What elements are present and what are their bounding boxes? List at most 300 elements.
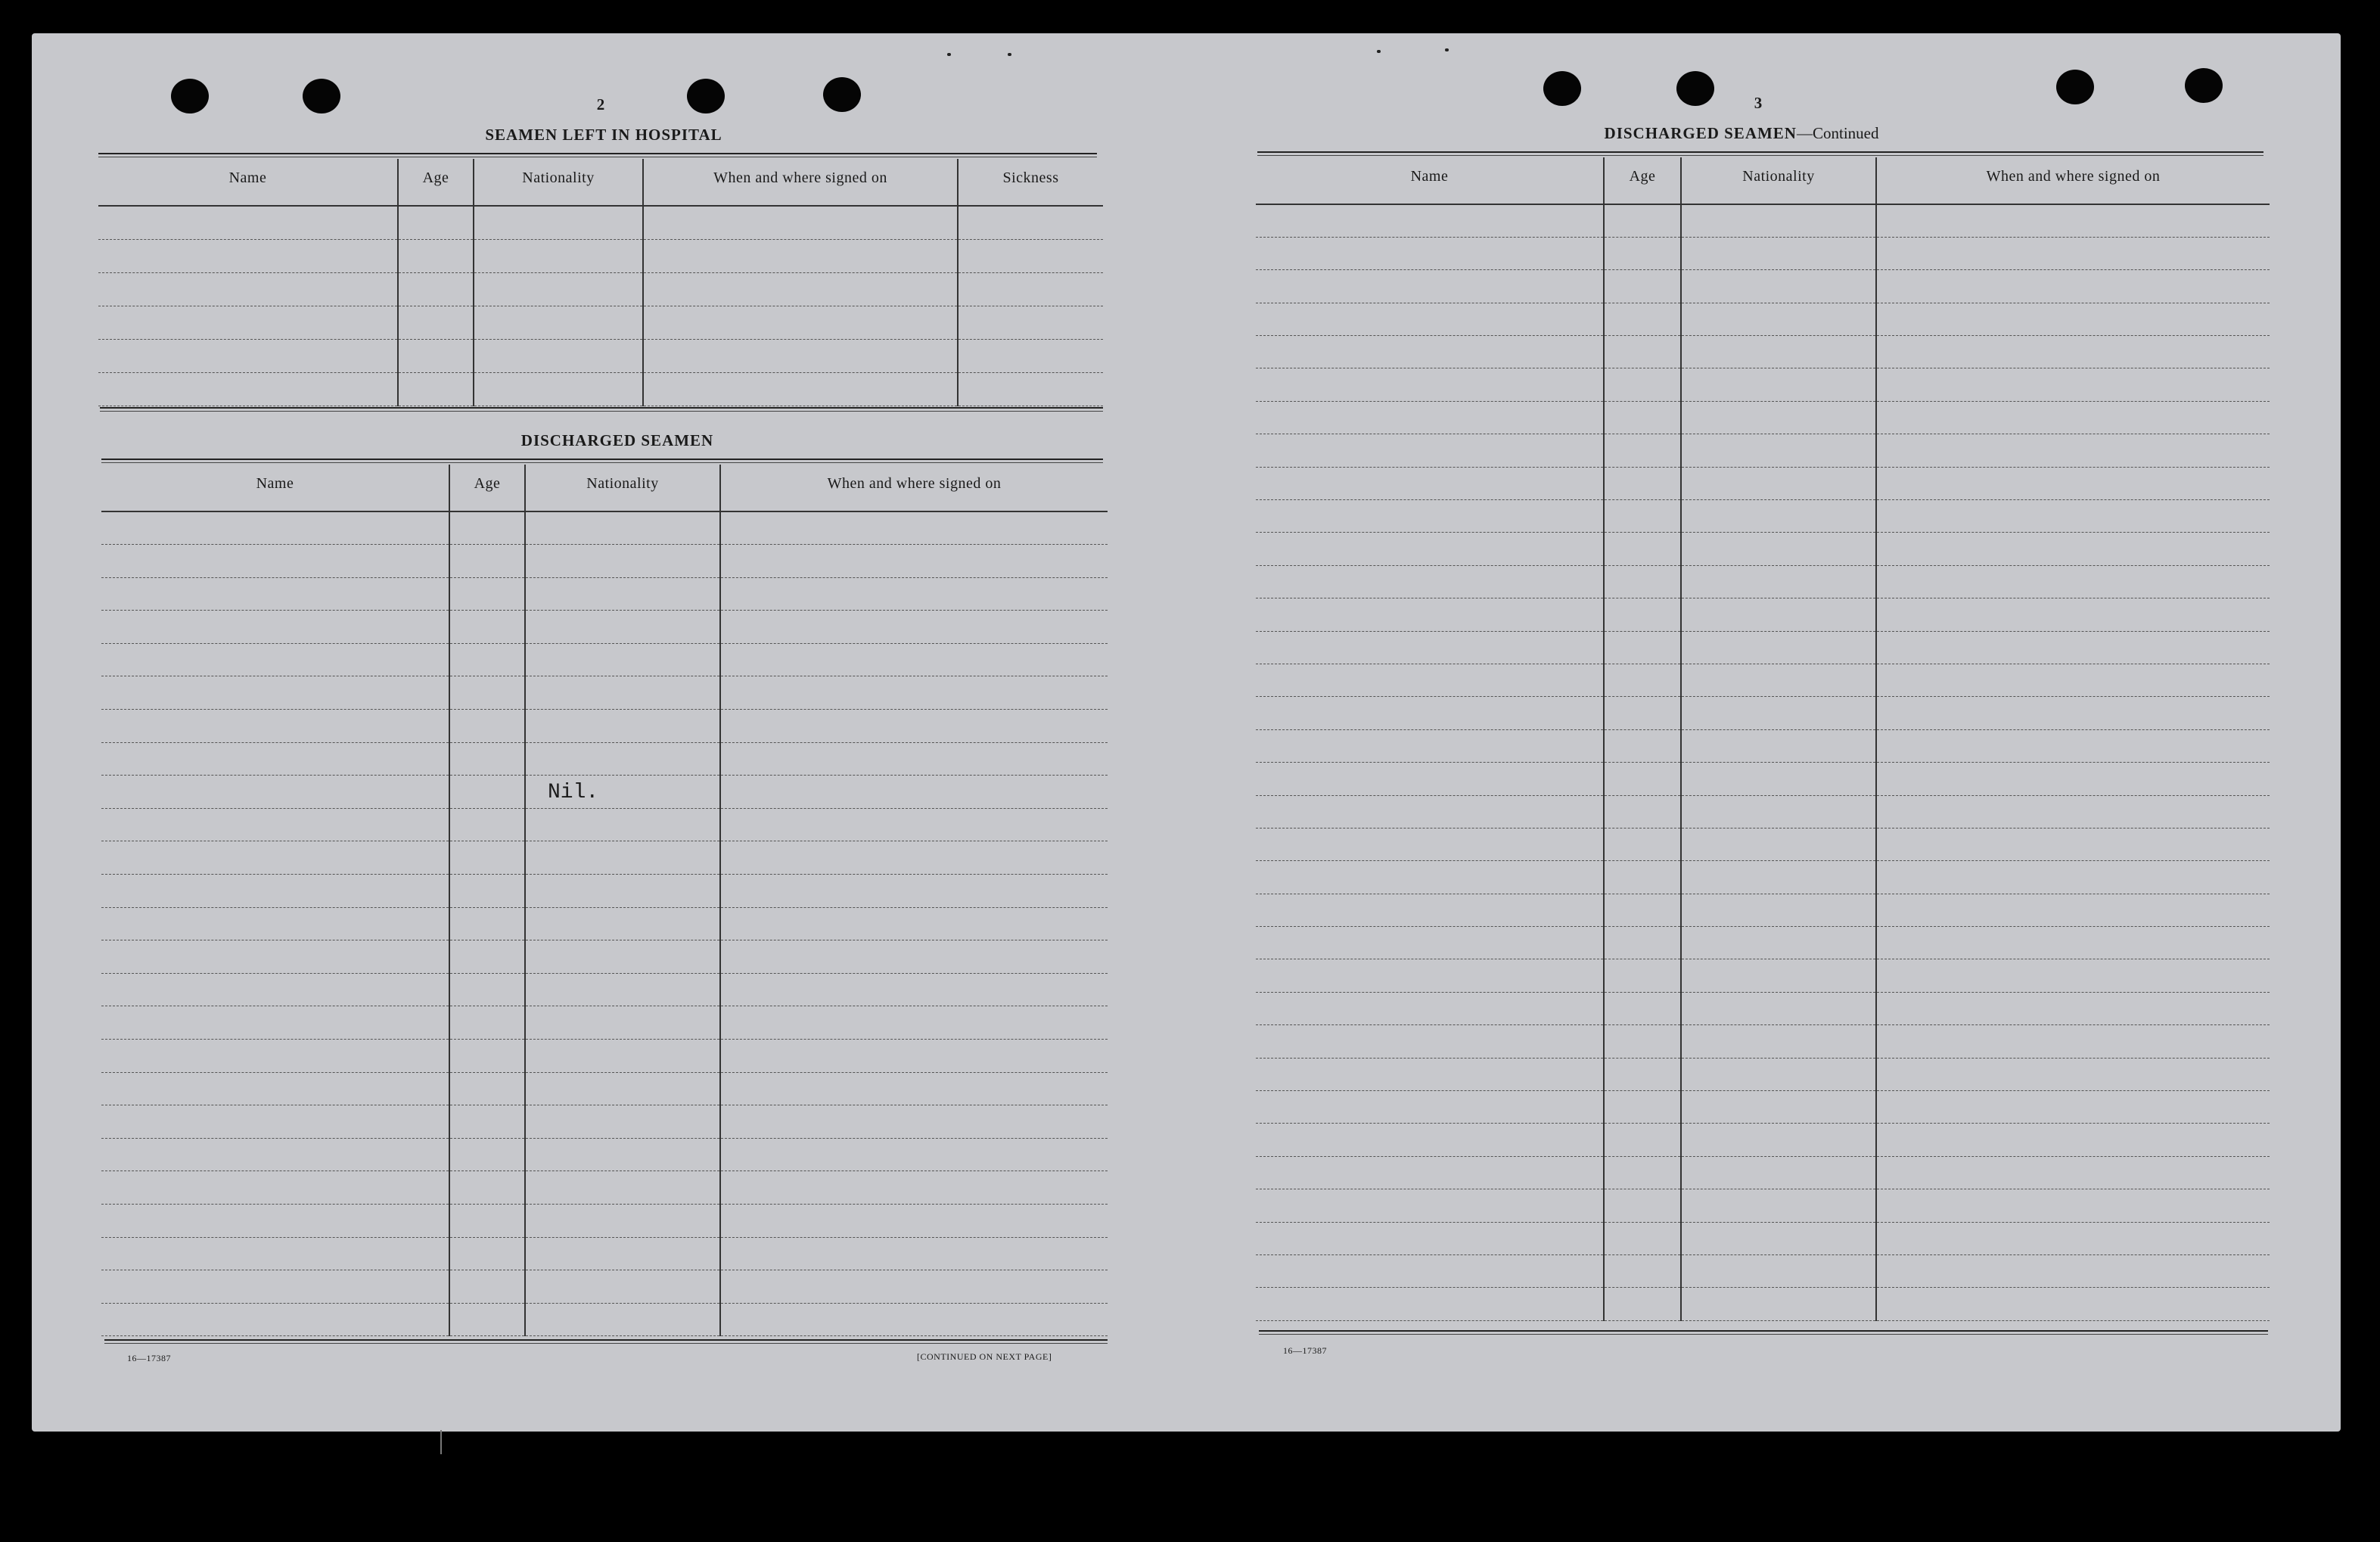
ledger-cell	[398, 339, 474, 372]
ledger-row	[1256, 1025, 2270, 1058]
ledger-cell	[1681, 697, 1876, 729]
ledger-cell	[101, 676, 449, 710]
ledger-cell	[1256, 664, 1604, 696]
hospital-title-rule	[98, 153, 1097, 157]
ledger-paper	[32, 33, 2341, 1432]
ledger-cell	[1604, 500, 1681, 533]
ledger-row	[98, 272, 1103, 306]
ledger-cell	[720, 907, 1108, 940]
ledger-cell	[101, 1072, 449, 1105]
ledger-row	[1256, 1091, 2270, 1124]
ledger-cell	[398, 272, 474, 306]
ledger-cell	[1604, 729, 1681, 762]
ledger-cell	[1256, 1222, 1604, 1254]
ledger-cell	[1876, 1025, 2270, 1058]
ledger-cell	[1604, 598, 1681, 631]
ledger-row	[101, 1006, 1108, 1040]
ledger-row	[1256, 1288, 2270, 1320]
ledger-cell	[101, 710, 449, 743]
ledger-row	[101, 511, 1108, 545]
ledger-cell	[398, 306, 474, 339]
ledger-cell	[525, 1270, 720, 1304]
ledger-cell	[720, 742, 1108, 776]
ledger-cell	[525, 940, 720, 974]
ledger-cell	[720, 577, 1108, 611]
ledger-cell	[525, 808, 720, 841]
ledger-row	[101, 1171, 1108, 1205]
discharged-col-name: Name	[101, 465, 449, 511]
continued-note: [CONTINUED ON NEXT PAGE]	[917, 1351, 1052, 1362]
ledger-cell	[98, 239, 398, 272]
ledger-cell	[525, 1171, 720, 1205]
ledger-cell	[101, 1171, 449, 1205]
ledger-cell	[525, 1072, 720, 1105]
discharged-title-rule	[101, 459, 1103, 463]
ledger-row	[1256, 1124, 2270, 1156]
ledger-cell	[1681, 992, 1876, 1024]
ledger-cell	[643, 372, 958, 406]
ledger-cell	[1876, 894, 2270, 926]
ledger-cell	[1876, 1189, 2270, 1222]
ledger-row	[1256, 303, 2270, 335]
ledger-cell	[1876, 1058, 2270, 1090]
ledger-row	[1256, 959, 2270, 992]
ledger-cell	[1681, 1156, 1876, 1189]
ledger-cell	[449, 1138, 525, 1171]
ledger-cell	[1876, 303, 2270, 335]
ledger-cell	[1876, 237, 2270, 269]
ledger-cell	[449, 1171, 525, 1205]
discharged-bottom-rule	[104, 1339, 1108, 1344]
ledger-cell	[1876, 729, 2270, 762]
ledger-cell	[1681, 533, 1876, 565]
ledger-row	[1256, 401, 2270, 434]
ledger-cell	[1876, 861, 2270, 894]
ledger-cell	[1256, 368, 1604, 401]
right-col-age: Age	[1604, 157, 1681, 204]
ledger-cell	[1604, 861, 1681, 894]
ledger-cell	[101, 808, 449, 841]
scan-speck	[1445, 48, 1449, 51]
ledger-row	[98, 239, 1103, 272]
ledger-cell	[1876, 828, 2270, 860]
ledger-cell	[1256, 959, 1604, 992]
ledger-cell	[101, 643, 449, 676]
punch-hole	[823, 77, 861, 112]
ledger-cell	[1876, 1156, 2270, 1189]
ledger-cell	[1681, 828, 1876, 860]
ledger-cell	[1604, 533, 1681, 565]
ledger-row	[101, 940, 1108, 974]
ledger-cell	[449, 973, 525, 1006]
ledger-cell	[449, 1072, 525, 1105]
ledger-cell	[1604, 1222, 1681, 1254]
ledger-cell	[1256, 336, 1604, 368]
ledger-cell	[1681, 368, 1876, 401]
form-number-right: 16—17387	[1283, 1345, 1327, 1356]
ledger-cell	[101, 907, 449, 940]
ledger-cell	[101, 1138, 449, 1171]
ledger-cell	[1256, 401, 1604, 434]
ledger-cell	[1876, 1222, 2270, 1254]
ledger-cell	[525, 1040, 720, 1073]
ledger-cell	[1681, 434, 1876, 467]
ledger-cell	[449, 545, 525, 578]
ledger-cell	[1604, 1255, 1681, 1288]
ledger-row	[101, 907, 1108, 940]
ledger-cell	[449, 875, 525, 908]
punch-hole	[1543, 71, 1581, 106]
ledger-cell	[1604, 237, 1681, 269]
ledger-cell	[98, 339, 398, 372]
ledger-cell	[1681, 1058, 1876, 1090]
ledger-row	[101, 1138, 1108, 1171]
ledger-row	[101, 1105, 1108, 1139]
ledger-cell	[1256, 434, 1604, 467]
ledger-cell	[1876, 795, 2270, 828]
ledger-cell	[525, 511, 720, 545]
ledger-cell	[1876, 368, 2270, 401]
ledger-cell	[720, 1204, 1108, 1237]
ledger-cell	[1256, 828, 1604, 860]
ledger-cell	[720, 940, 1108, 974]
ledger-row	[1256, 500, 2270, 533]
ledger-cell	[1604, 565, 1681, 598]
ledger-cell	[449, 1105, 525, 1139]
ledger-cell	[1604, 1156, 1681, 1189]
discharged-table	[101, 465, 1108, 1336]
ledger-cell	[1604, 434, 1681, 467]
ledger-cell	[1256, 861, 1604, 894]
ledger-cell	[720, 611, 1108, 644]
ledger-cell	[1681, 1255, 1876, 1288]
discharged-continued-title-main: DISCHARGED SEAMEN	[1604, 124, 1797, 142]
ledger-cell	[1681, 894, 1876, 926]
ledger-row	[1256, 861, 2270, 894]
scan-speck	[1008, 53, 1011, 56]
ledger-cell	[1256, 270, 1604, 303]
hospital-col-signed-on: When and where signed on	[643, 159, 958, 206]
ledger-cell	[1256, 237, 1604, 269]
ledger-cell	[101, 875, 449, 908]
ledger-row	[1256, 763, 2270, 795]
ledger-cell	[643, 206, 958, 239]
right-col-signed-on: When and where signed on	[1876, 157, 2270, 204]
ledger-cell	[101, 511, 449, 545]
ledger-row	[1256, 270, 2270, 303]
punch-hole	[2056, 70, 2094, 104]
ledger-cell	[1604, 1189, 1681, 1222]
ledger-cell	[101, 545, 449, 578]
hospital-bottom-rule	[100, 407, 1103, 412]
ledger-row	[1256, 204, 2270, 237]
ledger-cell	[720, 545, 1108, 578]
ledger-cell	[525, 611, 720, 644]
ledger-cell	[1681, 1025, 1876, 1058]
ledger-cell	[101, 1303, 449, 1336]
ledger-cell	[449, 676, 525, 710]
ledger-cell	[1604, 1058, 1681, 1090]
discharged-col-signed-on: When and where signed on	[720, 465, 1108, 511]
ledger-row	[1256, 664, 2270, 696]
ledger-cell	[720, 841, 1108, 875]
discharged-continued-table	[1256, 157, 2270, 1321]
ledger-cell	[720, 643, 1108, 676]
ledger-row	[1256, 237, 2270, 269]
ledger-cell	[1876, 1091, 2270, 1124]
ledger-cell	[1256, 565, 1604, 598]
ledger-row	[101, 545, 1108, 578]
ledger-cell	[1256, 992, 1604, 1024]
ledger-cell	[720, 1105, 1108, 1139]
ledger-row	[1256, 631, 2270, 664]
ledger-cell	[720, 1138, 1108, 1171]
ledger-cell	[525, 545, 720, 578]
ledger-cell	[1256, 1091, 1604, 1124]
ledger-row	[101, 1270, 1108, 1304]
ledger-cell	[1604, 795, 1681, 828]
ledger-cell	[1604, 927, 1681, 959]
discharged-col-age: Age	[449, 465, 525, 511]
ledger-cell	[1876, 401, 2270, 434]
ledger-row	[101, 1072, 1108, 1105]
ledger-cell	[1681, 237, 1876, 269]
ledger-cell	[720, 710, 1108, 743]
ledger-cell	[1876, 959, 2270, 992]
ledger-cell	[1876, 500, 2270, 533]
ledger-cell	[1876, 927, 2270, 959]
ledger-cell	[1681, 959, 1876, 992]
ledger-cell	[449, 1237, 525, 1270]
ledger-cell	[1256, 631, 1604, 664]
edge-mark	[440, 1430, 442, 1454]
ledger-cell	[101, 776, 449, 809]
ledger-cell	[1681, 270, 1876, 303]
continued-suffix: —Continued	[1796, 124, 1879, 142]
ledger-row	[101, 841, 1108, 875]
ledger-cell	[1876, 1255, 2270, 1288]
ledger-cell	[1876, 336, 2270, 368]
ledger-cell	[1681, 927, 1876, 959]
ledger-row	[101, 676, 1108, 710]
ledger-cell	[1604, 763, 1681, 795]
ledger-row	[101, 776, 1108, 809]
ledger-cell	[449, 710, 525, 743]
ledger-cell	[101, 611, 449, 644]
ledger-cell	[1681, 500, 1876, 533]
ledger-row	[1256, 1189, 2270, 1222]
ledger-cell	[1604, 1124, 1681, 1156]
ledger-cell	[1681, 1189, 1876, 1222]
ledger-cell	[643, 272, 958, 306]
ledger-cell	[1681, 336, 1876, 368]
ledger-cell	[720, 1303, 1108, 1336]
ledger-cell	[1681, 401, 1876, 434]
ledger-cell	[720, 808, 1108, 841]
ledger-cell	[398, 372, 474, 406]
ledger-cell	[1681, 303, 1876, 335]
right-title-rule	[1257, 151, 2263, 156]
ledger-cell	[1604, 368, 1681, 401]
ledger-cell	[101, 973, 449, 1006]
ledger-cell	[474, 239, 643, 272]
ledger-cell	[525, 1006, 720, 1040]
ledger-cell	[1256, 204, 1604, 237]
ledger-cell	[1681, 1222, 1876, 1254]
ledger-row	[101, 710, 1108, 743]
right-col-nationality: Nationality	[1681, 157, 1876, 204]
punch-hole	[687, 79, 725, 113]
ledger-cell	[1876, 565, 2270, 598]
ledger-row	[1256, 1255, 2270, 1288]
ledger-cell	[449, 577, 525, 611]
ledger-cell	[1681, 204, 1876, 237]
ledger-cell	[1604, 631, 1681, 664]
ledger-cell	[1256, 303, 1604, 335]
hospital-section-title: SEAMEN LEFT IN HOSPITAL	[485, 126, 722, 144]
right-col-name: Name	[1256, 157, 1604, 204]
ledger-cell	[1681, 795, 1876, 828]
ledger-cell	[1604, 894, 1681, 926]
ledger-cell	[1681, 861, 1876, 894]
ledger-row	[101, 1303, 1108, 1336]
ledger-cell	[101, 1105, 449, 1139]
discharged-col-nationality: Nationality	[525, 465, 720, 511]
ledger-row	[98, 206, 1103, 239]
ledger-row	[101, 973, 1108, 1006]
ledger-cell	[449, 808, 525, 841]
ledger-row	[101, 577, 1108, 611]
ledger-cell	[643, 339, 958, 372]
punch-hole	[2185, 68, 2223, 103]
ledger-cell	[1604, 303, 1681, 335]
discharged-section-title: DISCHARGED SEAMEN	[520, 431, 714, 449]
ledger-row	[1256, 1058, 2270, 1090]
ledger-row	[101, 1237, 1108, 1270]
ledger-cell	[1256, 500, 1604, 533]
punch-hole	[171, 79, 209, 113]
ledger-cell	[1681, 467, 1876, 499]
ledger-cell	[1876, 631, 2270, 664]
ledger-cell	[525, 643, 720, 676]
ledger-cell	[1681, 729, 1876, 762]
ledger-cell	[1256, 795, 1604, 828]
ledger-cell	[720, 973, 1108, 1006]
ledger-cell	[1604, 1091, 1681, 1124]
ledger-cell	[398, 239, 474, 272]
ledger-cell	[1681, 565, 1876, 598]
ledger-cell	[398, 206, 474, 239]
ledger-cell	[1256, 763, 1604, 795]
ledger-cell	[1876, 467, 2270, 499]
scan-speck	[1377, 50, 1381, 53]
ledger-row	[1256, 795, 2270, 828]
ledger-cell	[720, 511, 1108, 545]
ledger-row	[98, 339, 1103, 372]
ledger-cell	[98, 206, 398, 239]
ledger-cell	[1876, 434, 2270, 467]
ledger-cell	[720, 1072, 1108, 1105]
ledger-cell	[525, 973, 720, 1006]
ledger-cell	[1681, 1091, 1876, 1124]
ledger-cell	[720, 1171, 1108, 1205]
ledger-cell	[525, 1237, 720, 1270]
ledger-cell	[525, 577, 720, 611]
ledger-cell	[720, 1006, 1108, 1040]
ledger-cell	[449, 1040, 525, 1073]
ledger-cell	[474, 206, 643, 239]
ledger-cell	[1256, 1189, 1604, 1222]
ledger-cell	[101, 841, 449, 875]
ledger-row	[1256, 467, 2270, 499]
ledger-cell	[449, 742, 525, 776]
ledger-cell	[449, 907, 525, 940]
ledger-cell	[474, 272, 643, 306]
ledger-cell	[474, 339, 643, 372]
ledger-cell	[449, 1270, 525, 1304]
ledger-cell	[98, 272, 398, 306]
ledger-row	[1256, 434, 2270, 467]
ledger-row	[101, 611, 1108, 644]
punch-hole	[1676, 71, 1714, 106]
ledger-cell	[1681, 763, 1876, 795]
ledger-cell	[101, 1270, 449, 1304]
ledger-cell	[449, 776, 525, 809]
ledger-cell	[1604, 828, 1681, 860]
ledger-cell	[1604, 664, 1681, 696]
ledger-row	[101, 1040, 1108, 1073]
ledger-cell	[1876, 763, 2270, 795]
ledger-cell	[1604, 467, 1681, 499]
ledger-cell	[1876, 270, 2270, 303]
ledger-cell	[1876, 1124, 2270, 1156]
hospital-col-nationality: Nationality	[474, 159, 643, 206]
ledger-cell	[720, 676, 1108, 710]
ledger-cell	[101, 1006, 449, 1040]
ledger-cell	[1604, 270, 1681, 303]
ledger-cell	[1604, 204, 1681, 237]
nil-entry: Nil.	[548, 781, 599, 804]
ledger-cell	[1681, 1124, 1876, 1156]
ledger-cell	[1256, 1156, 1604, 1189]
ledger-cell	[1604, 992, 1681, 1024]
ledger-row	[1256, 533, 2270, 565]
ledger-row	[1256, 697, 2270, 729]
ledger-cell	[449, 611, 525, 644]
hospital-col-age: Age	[398, 159, 474, 206]
ledger-cell	[101, 577, 449, 611]
ledger-cell	[720, 1237, 1108, 1270]
ledger-row	[1256, 894, 2270, 926]
ledger-cell	[1876, 1288, 2270, 1320]
ledger-cell	[525, 875, 720, 908]
ledger-row	[1256, 598, 2270, 631]
ledger-row	[101, 1204, 1108, 1237]
ledger-row	[101, 875, 1108, 908]
hospital-table	[98, 159, 1103, 406]
ledger-cell	[1256, 1124, 1604, 1156]
ledger-cell	[474, 306, 643, 339]
ledger-cell	[449, 1303, 525, 1336]
ledger-cell	[1256, 729, 1604, 762]
ledger-cell	[1256, 1255, 1604, 1288]
page-number-right: 3	[1754, 94, 1763, 112]
ledger-row	[1256, 828, 2270, 860]
ledger-cell	[958, 306, 1103, 339]
ledger-row	[1256, 336, 2270, 368]
ledger-cell	[1876, 533, 2270, 565]
ledger-cell	[1256, 1288, 1604, 1320]
